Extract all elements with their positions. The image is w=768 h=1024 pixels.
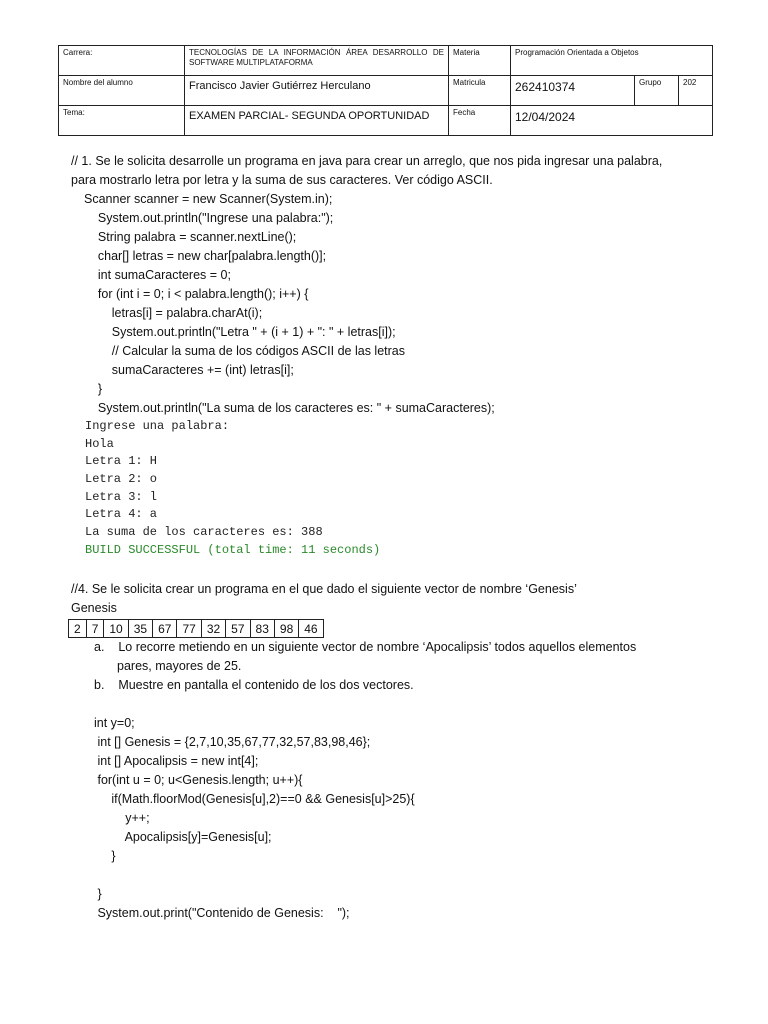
code-line: sumaCaracteres += (int) letras[i];	[84, 363, 294, 377]
carrera-value: TECNOLOGÍAS DE LA INFORMACIÓN ÁREA DESARROLLO DE SOFTWARE MULTIPLATAFORMA	[185, 46, 449, 76]
code-line: System.out.print("Contenido de Genesis: ");	[94, 906, 350, 920]
code-line: Scanner scanner = new Scanner(System.in);	[84, 192, 333, 206]
matricula-value: 262410374	[511, 76, 635, 106]
vector-cell: 7	[86, 620, 104, 638]
code-line: y++;	[94, 811, 150, 825]
code-line: System.out.println("Letra " + (i + 1) + ": " + letras[i]);	[84, 325, 396, 339]
vector-cell: 98	[274, 620, 298, 638]
q4-prompt: //4. Se le solicita crear un programa en el que dado el siguiente vector de nombre ‘Genesis’	[71, 582, 577, 596]
console-line: Letra 1: H	[85, 454, 158, 468]
item-b: b. Muestre en pantalla el contenido de los dos vectores.	[94, 678, 414, 692]
code-line: int sumaCaracteres = 0;	[84, 268, 231, 282]
materia-value: Programación Orientada a Objetos	[511, 46, 713, 76]
item-a-line-1: a. Lo recorre metiendo en un siguiente vector de nombre ‘Apocalipsis’ todos aquellos elementos	[94, 640, 637, 654]
console-line: Ingrese una palabra:	[85, 419, 230, 433]
code-line: letras[i] = palabra.charAt(i);	[84, 306, 263, 320]
grupo-value: 202	[679, 76, 713, 106]
code-line: String palabra = scanner.nextLine();	[84, 230, 297, 244]
code-line: for(int u = 0; u<Genesis.length; u++){	[94, 773, 303, 787]
vector-cell: 32	[201, 620, 225, 638]
console-line: La suma de los caracteres es: 388	[85, 525, 323, 539]
code-line: Apocalipsis[y]=Genesis[u];	[94, 830, 272, 844]
build-status: BUILD SUCCESSFUL (total time: 11 seconds)	[85, 543, 381, 557]
code-line: int [] Genesis = {2,7,10,35,67,77,32,57,83,98,46};	[94, 735, 371, 749]
code-line: if(Math.floorMod(Genesis[u],2)==0 && Genesis[u]>25){	[94, 792, 415, 806]
alumno-value: Francisco Javier Gutiérrez Herculano	[185, 76, 449, 106]
console-line: Letra 2: o	[85, 472, 158, 486]
vector-cell: 77	[177, 620, 201, 638]
tema-value: EXAMEN PARCIAL- SEGUNDA OPORTUNIDAD	[185, 106, 449, 136]
console-line: Letra 3: l	[85, 490, 158, 504]
item-a-line-2: pares, mayores de 25.	[117, 659, 242, 673]
code-line: }	[94, 849, 116, 863]
code-line: System.out.println("Ingrese una palabra:");	[84, 211, 334, 225]
q1-prompt-line-1: // 1. Se le solicita desarrolle un programa en java para crear un arreglo, que nos pida ingresar una palabra,	[71, 154, 663, 168]
vector-cell: 35	[128, 620, 152, 638]
q1-prompt-line-2: para mostrarlo letra por letra y la suma de sus caracteres. Ver código ASCII.	[71, 173, 493, 187]
code-line: for (int i = 0; i < palabra.length(); i++) {	[84, 287, 309, 301]
code-line: int y=0;	[94, 716, 135, 730]
vector-cell: 83	[250, 620, 274, 638]
carrera-label: Carrera:	[59, 46, 185, 76]
console-line: Hola	[85, 437, 114, 451]
vector-name: Genesis	[71, 601, 117, 615]
header-table	[58, 45, 713, 136]
vector-cell: 2	[69, 620, 87, 638]
code-line: }	[84, 382, 103, 396]
vector-cell: 57	[226, 620, 250, 638]
code-line: System.out.println("La suma de los caracteres es: " + sumaCaracteres);	[84, 401, 495, 415]
vector-cell: 67	[153, 620, 177, 638]
code-line: // Calcular la suma de los códigos ASCII de las letras	[84, 344, 405, 358]
code-line: int [] Apocalipsis = new int[4];	[94, 754, 259, 768]
genesis-vector-table	[68, 619, 324, 638]
materia-label: Materia	[449, 46, 511, 76]
grupo-label: Grupo	[635, 76, 679, 106]
fecha-value: 12/04/2024	[511, 106, 713, 136]
fecha-label: Fecha	[449, 106, 511, 136]
vector-cell: 46	[299, 620, 323, 638]
code-line: char[] letras = new char[palabra.length()];	[84, 249, 327, 263]
console-line: Letra 4: a	[85, 507, 158, 521]
alumno-label: Nombre del alumno	[59, 76, 185, 106]
matricula-label: Matricula	[449, 76, 511, 106]
code-line: }	[94, 887, 102, 901]
vector-cell: 10	[104, 620, 128, 638]
tema-label: Tema:	[59, 106, 185, 136]
